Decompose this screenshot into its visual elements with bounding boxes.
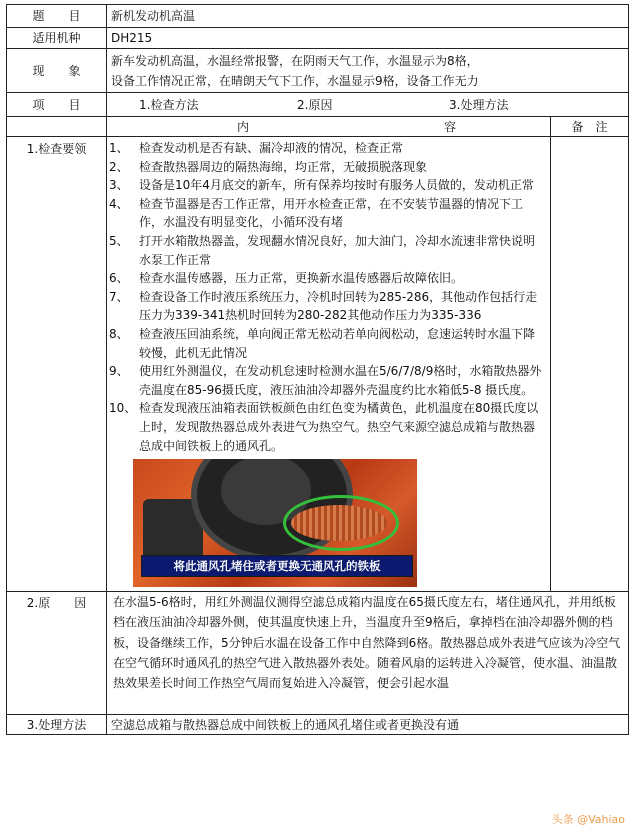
symptom-text xyxy=(107,49,629,93)
checkpoint-text: 检查设备工作时液压系统压力，冷机时回转为285-286，其他动作包括行走压力为339-341热机时回转为280-282其他动作压力为335-336 xyxy=(139,289,538,323)
checkpoint-number: 6、 xyxy=(109,271,129,286)
model-label: 适用机种 xyxy=(7,28,107,49)
checkpoints-row xyxy=(7,137,629,592)
report-table xyxy=(6,4,629,735)
checkpoint-item xyxy=(109,158,546,177)
content-header-blank xyxy=(7,117,107,137)
symptom-line-1: 新车发动机高温，水温经常报警，在阴雨天气工作，水温显示为8格， xyxy=(111,53,479,68)
checkpoint-number: 4、 xyxy=(109,196,129,211)
checkpoint-number: 1、 xyxy=(109,141,129,155)
checkpoints-remark xyxy=(551,137,629,592)
symptom-label: 现 象 xyxy=(7,49,107,93)
items-label: 项 目 xyxy=(7,93,107,117)
remark-header: 备 注 xyxy=(551,117,629,137)
items-list xyxy=(107,93,629,117)
model-value: DH215 xyxy=(107,28,629,49)
checkpoint-text: 检查发动机是否有缺、漏冷却液的情况，检查正常 xyxy=(139,141,404,155)
checkpoint-number: 3、 xyxy=(109,178,129,193)
checkpoints-list xyxy=(109,139,546,455)
checkpoint-item xyxy=(109,325,546,362)
model-row xyxy=(7,28,629,49)
checkpoint-text: 检查节温器是否工作正常，用开水检查正常，在不安装节温器的情况下工作，水温没有明显变化，小循环没有堵 xyxy=(139,196,524,230)
checkpoint-number: 7、 xyxy=(109,289,129,304)
cause-content xyxy=(107,592,629,715)
checkpoint-item xyxy=(109,288,546,325)
checkpoint-number: 2、 xyxy=(109,159,129,174)
checkpoint-item xyxy=(109,399,546,455)
checkpoint-text: 使用红外测温仪，在发动机怠速时检测水温在5/6/7/8/9格时，水箱散热器外壳温度在85-96摄氏度，液压油油冷却器外壳温度约比水箱低5-8 摄氏度。 xyxy=(139,364,542,397)
title-row xyxy=(7,5,629,28)
checkpoint-item xyxy=(109,176,546,195)
checkpoint-item xyxy=(109,139,546,158)
checkpoints-label: 1.检查要领 xyxy=(7,137,107,592)
items-row xyxy=(7,93,629,117)
checkpoint-item xyxy=(109,362,546,399)
checkpoint-text: 检查水温传感器，压力正常，更换新水温传感器后故障依旧。 xyxy=(139,271,464,286)
symptom-row xyxy=(7,49,629,93)
checkpoint-number: 10、 xyxy=(109,401,137,416)
checkpoint-item xyxy=(109,232,546,269)
photo-caption: 将此通风孔堵住或者更换无通风孔的铁板 xyxy=(141,555,413,577)
cause-row xyxy=(7,592,629,715)
fix-label: 3.处理方法 xyxy=(7,715,107,735)
item-check-method: 1.检查方法 xyxy=(139,97,199,112)
symptom-line-2: 设备工作情况正常，在晴朗天气下工作，水温显示9格，设备工作无力 xyxy=(111,73,479,88)
checkpoint-item xyxy=(109,269,546,288)
fix-row xyxy=(7,715,629,735)
checkpoint-text: 设备是10年4月底交的新车，所有保养均按时有服务人员做的，发动机正常 xyxy=(139,178,534,193)
checkpoint-number: 8、 xyxy=(109,326,129,341)
content-header xyxy=(107,117,551,137)
fix-text: 空滤总成箱与散热器总成中间铁板上的通风孔堵住或者更换没有通 xyxy=(107,715,629,735)
item-cause: 2.原因 xyxy=(297,97,333,112)
content-header-row xyxy=(7,117,629,137)
checkpoint-number: 9、 xyxy=(109,364,129,379)
checkpoint-item xyxy=(109,195,546,232)
watermark: 头条 @Vahiao xyxy=(551,813,625,826)
checkpoint-text: 检查液压回油系统，单向阀正常无松动若单向阀松动，怠速运转时水温下降较慢，此机无此情况 xyxy=(139,326,536,360)
content-header-right: 容 xyxy=(443,119,456,134)
checkpoint-number: 5、 xyxy=(109,233,129,248)
cause-text: 在水温5-6格时，用红外测温仪测得空滤总成箱内温度在65摄氏度左右，堵住通风孔，并用纸板档在液压油油冷却器外侧，使其温度快速上升，当温度升至9格后，拿掉档在油冷却器外侧的档板，设备继续工作，5分钟后水温在设备工作中自然降到6格。散热器总成外表进气应该为冷空气在空气循环时通风孔的热空气进入散热器外表处。随着风扇的运转进入冷凝管，使水温、油温散热效果差长时间工作热空气周而复始进入冷凝管，便会引起水温 xyxy=(113,595,621,691)
photo-highlight-circle xyxy=(283,495,399,551)
checkpoint-text: 检查发现液压油箱表面铁板颜色由红色变为橘黄色，此机温度在80摄氏度以上时，发现散热器总成外表进气为热空气。热空气来源空滤总成箱与散热器总成中间铁板上的通风孔。 xyxy=(139,401,539,453)
checkpoint-text: 检查散热器周边的隔热海绵，均正常，无破损脱落现象 xyxy=(139,159,428,174)
checkpoints-content xyxy=(107,137,551,592)
checkpoint-text: 打开水箱散热器盖，发现翻水情况良好，加大油门，冷却水流速非常快说明水泵工作正常 xyxy=(139,233,536,267)
content-header-left: 内 xyxy=(237,119,250,134)
cause-label: 2.原 因 xyxy=(7,592,107,715)
title-value: 新机发动机高温 xyxy=(107,5,629,28)
radiator-photo xyxy=(133,459,417,587)
item-fix: 3.处理方法 xyxy=(449,97,509,112)
title-label: 题 目 xyxy=(7,5,107,28)
